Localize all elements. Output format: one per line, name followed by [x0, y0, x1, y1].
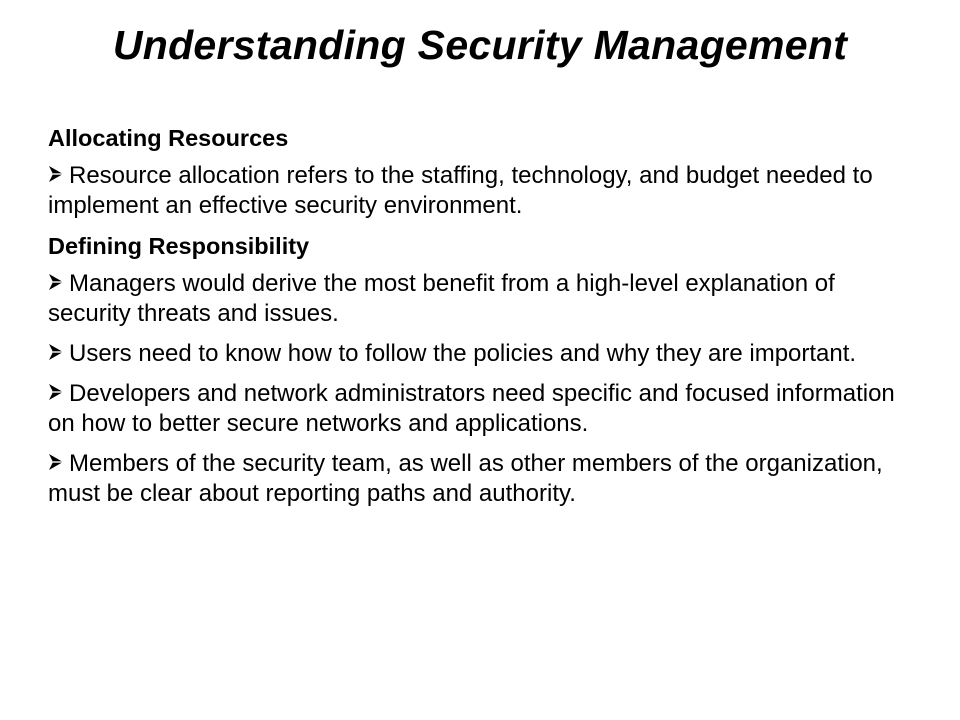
bullet-text: Resource allocation refers to the staffing, technology, and budget needed to implement an effective security environment. [48, 162, 873, 219]
bullet-item [48, 269, 908, 329]
bullet-text: Developers and network administrators need specific and focused information on how to better secure networks and applications. [48, 380, 895, 437]
arrow-bullet-icon [48, 451, 68, 473]
arrow-bullet-icon [48, 381, 68, 403]
arrow-bullet-icon [48, 341, 68, 363]
bullet-item [48, 339, 908, 369]
bullet-text: Members of the security team, as well as other members of the organization, must be clear about reporting paths and authority. [48, 450, 883, 507]
bullet-item [48, 449, 908, 509]
arrow-bullet-icon [48, 163, 68, 185]
section-heading-allocating-resources: Allocating Resources [48, 125, 289, 151]
slide-content [48, 123, 908, 517]
bullet-text: Managers would derive the most benefit from a high-level explanation of security threats and issues. [48, 270, 835, 327]
arrow-bullet-icon [48, 271, 68, 293]
bullet-text: Users need to know how to follow the policies and why they are important. [69, 340, 857, 367]
section-heading-defining-responsibility: Defining Responsibility [48, 233, 310, 259]
bullet-item [48, 161, 908, 221]
bullet-item [48, 379, 908, 439]
slide-title: Understanding Security Management [112, 22, 848, 68]
